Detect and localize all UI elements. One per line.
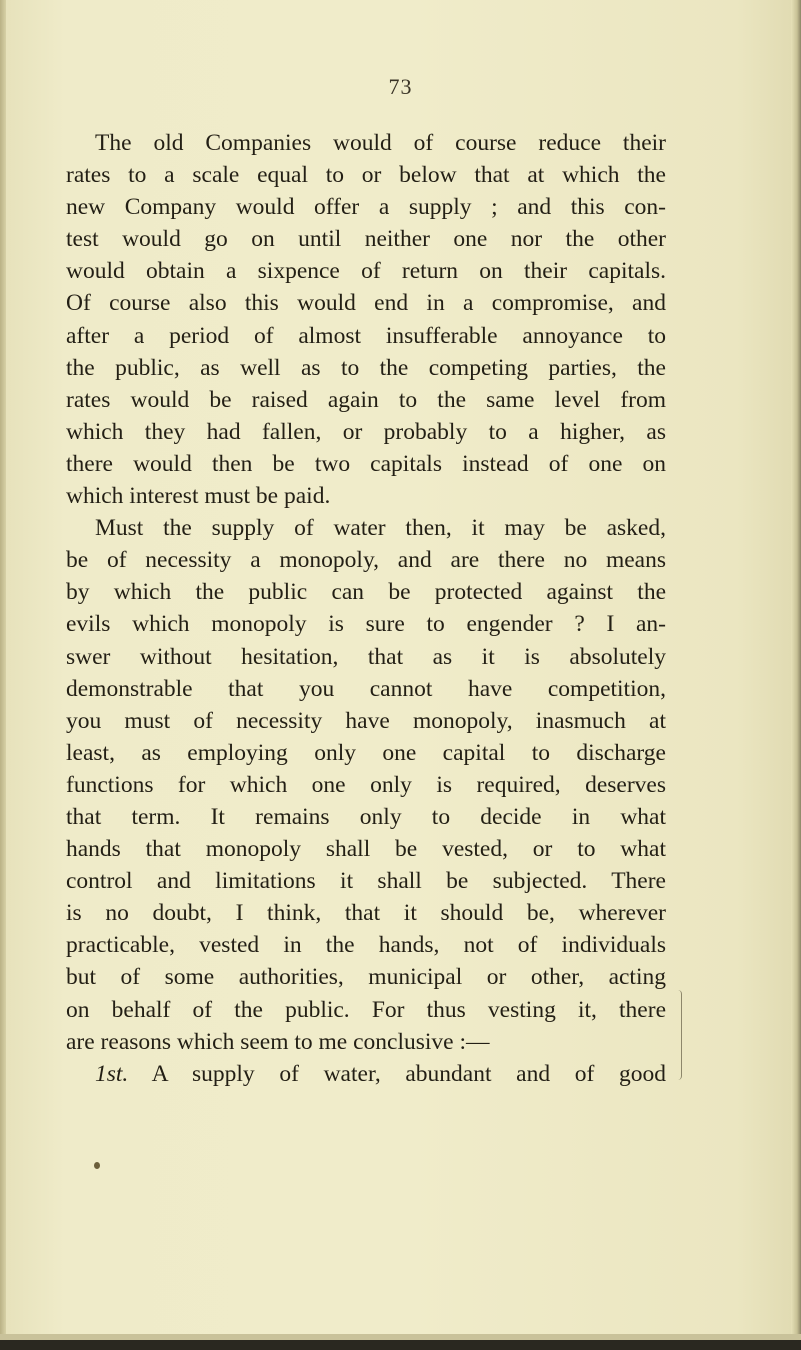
text-line: test would go on until neither one nor the other <box>66 226 666 253</box>
text-line: which interest must be paid. <box>66 483 331 510</box>
text-line <box>66 1058 666 1090</box>
text-line: hands that monopoly shall be vested, or to what <box>66 836 666 863</box>
text-line: which they had fallen, or probably to a higher, as <box>66 418 666 445</box>
text-line: rates to a scale equal to or below that at which the <box>66 162 666 189</box>
ordinal-label: 1st. <box>95 1060 129 1087</box>
text-line: be of necessity a monopoly, and are there no means <box>66 547 666 574</box>
text-line: that term. It remains only to decide in what <box>66 803 666 830</box>
text-line: rates would be raised again to the same level from <box>66 386 666 413</box>
text-line: is no doubt, I think, that it should be, wherever <box>66 900 666 927</box>
text-line: there would then be two capitals instead of one on <box>66 450 666 477</box>
scan-bottom-band <box>0 1340 801 1350</box>
text-line: swer without hesitation, that as it is absolutely <box>66 643 666 670</box>
page-number: 73 <box>388 74 413 99</box>
paragraph-3 <box>66 1058 666 1090</box>
text-line: are reasons which seem to me conclusive :— <box>66 1028 490 1055</box>
text-line: control and limitations it shall be subjected. There <box>66 868 666 895</box>
text-line: by which the public can be protected against the <box>66 579 666 606</box>
text-line: demonstrable that you cannot have competition, <box>66 675 666 702</box>
text-line: practicable, vested in the hands, not of individuals <box>66 932 666 959</box>
page-right-edge <box>791 0 801 1350</box>
text-line: you must of necessity have monopoly, inasmuch at <box>66 707 666 734</box>
text-line-rest: A supply of water, abundant and of good <box>128 1060 666 1087</box>
text-line: functions for which one only is required, deserves <box>66 771 666 798</box>
page-left-edge <box>0 0 6 1350</box>
ink-speck <box>94 1162 100 1169</box>
text-line: least, as employing only one capital to discharge <box>66 739 666 766</box>
text-line: Must the supply of water then, it may be asked, <box>95 515 666 542</box>
text-line: evils which monopoly is sure to engender ? I an- <box>66 611 666 638</box>
text-line: the public, as well as to the competing parties, the <box>66 354 666 381</box>
text-line: on behalf of the public. For thus vesting it, there <box>66 996 666 1023</box>
text-line: The old Companies would of course reduce their <box>95 130 666 156</box>
text-line: after a period of almost insufferable annoyance to <box>66 322 666 349</box>
body-text <box>66 127 666 1090</box>
text-line: new Company would offer a supply ; and this con- <box>66 194 666 221</box>
text-line: would obtain a sixpence of return on their capitals. <box>66 258 666 285</box>
paragraph-2 <box>66 512 666 1058</box>
margin-pencil-mark <box>675 990 682 1080</box>
text-line: Of course also this would end in a compromise, and <box>66 290 666 317</box>
paragraph-1 <box>66 127 666 512</box>
text-line: but of some authorities, municipal or other, acting <box>66 964 666 991</box>
